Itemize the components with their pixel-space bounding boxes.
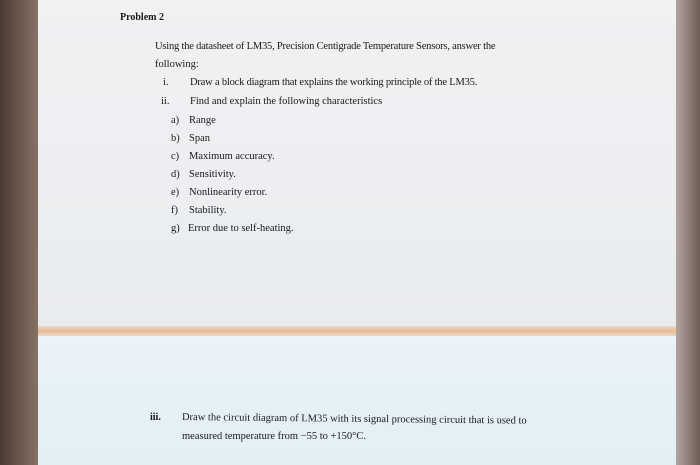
characteristic-sensitivity: Sensitivity. [189,169,236,180]
background-right-edge [674,0,700,465]
question-3-line-1: Draw the circuit diagram of LM35 with its signal processing circuit that is used to [181,412,527,427]
characteristic-letter: f) [171,205,178,216]
lower-page-section [38,336,676,465]
characteristic-stability: Stability. [189,205,227,216]
characteristic-letter: b) [171,133,180,144]
characteristic-self-heating: Error due to self-heating. [188,223,294,234]
document-page [38,0,676,465]
intro-line-2: following: [155,59,199,70]
characteristic-letter: e) [171,187,180,198]
question-2-text: Find and explain the following characteristics [190,96,383,107]
question-3-line-2: measured temperature from −55 to +150°C. [182,431,366,442]
characteristic-letter: c) [171,151,180,162]
characteristic-span: Span [189,133,210,144]
characteristic-nonlinearity: Nonlinearity error. [189,187,268,198]
characteristic-letter: g) [171,223,180,234]
page-divider [38,326,676,336]
intro-line-1: Using the datasheet of LM35, Precision Centigrade Temperature Sensors, answer the [155,41,496,52]
characteristic-letter: d) [171,169,180,180]
question-1-number: i. [163,77,169,88]
characteristic-max-accuracy: Maximum accuracy. [189,151,275,162]
question-3-number: iii. [150,412,161,423]
characteristic-letter: a) [171,115,180,126]
question-1-text: Draw a block diagram that explains the working principle of the LM35. [190,77,478,88]
background-left-edge [0,0,40,465]
question-2-number: ii. [161,96,170,107]
characteristic-range: Range [189,115,216,126]
problem-title: Problem 2 [120,12,164,23]
